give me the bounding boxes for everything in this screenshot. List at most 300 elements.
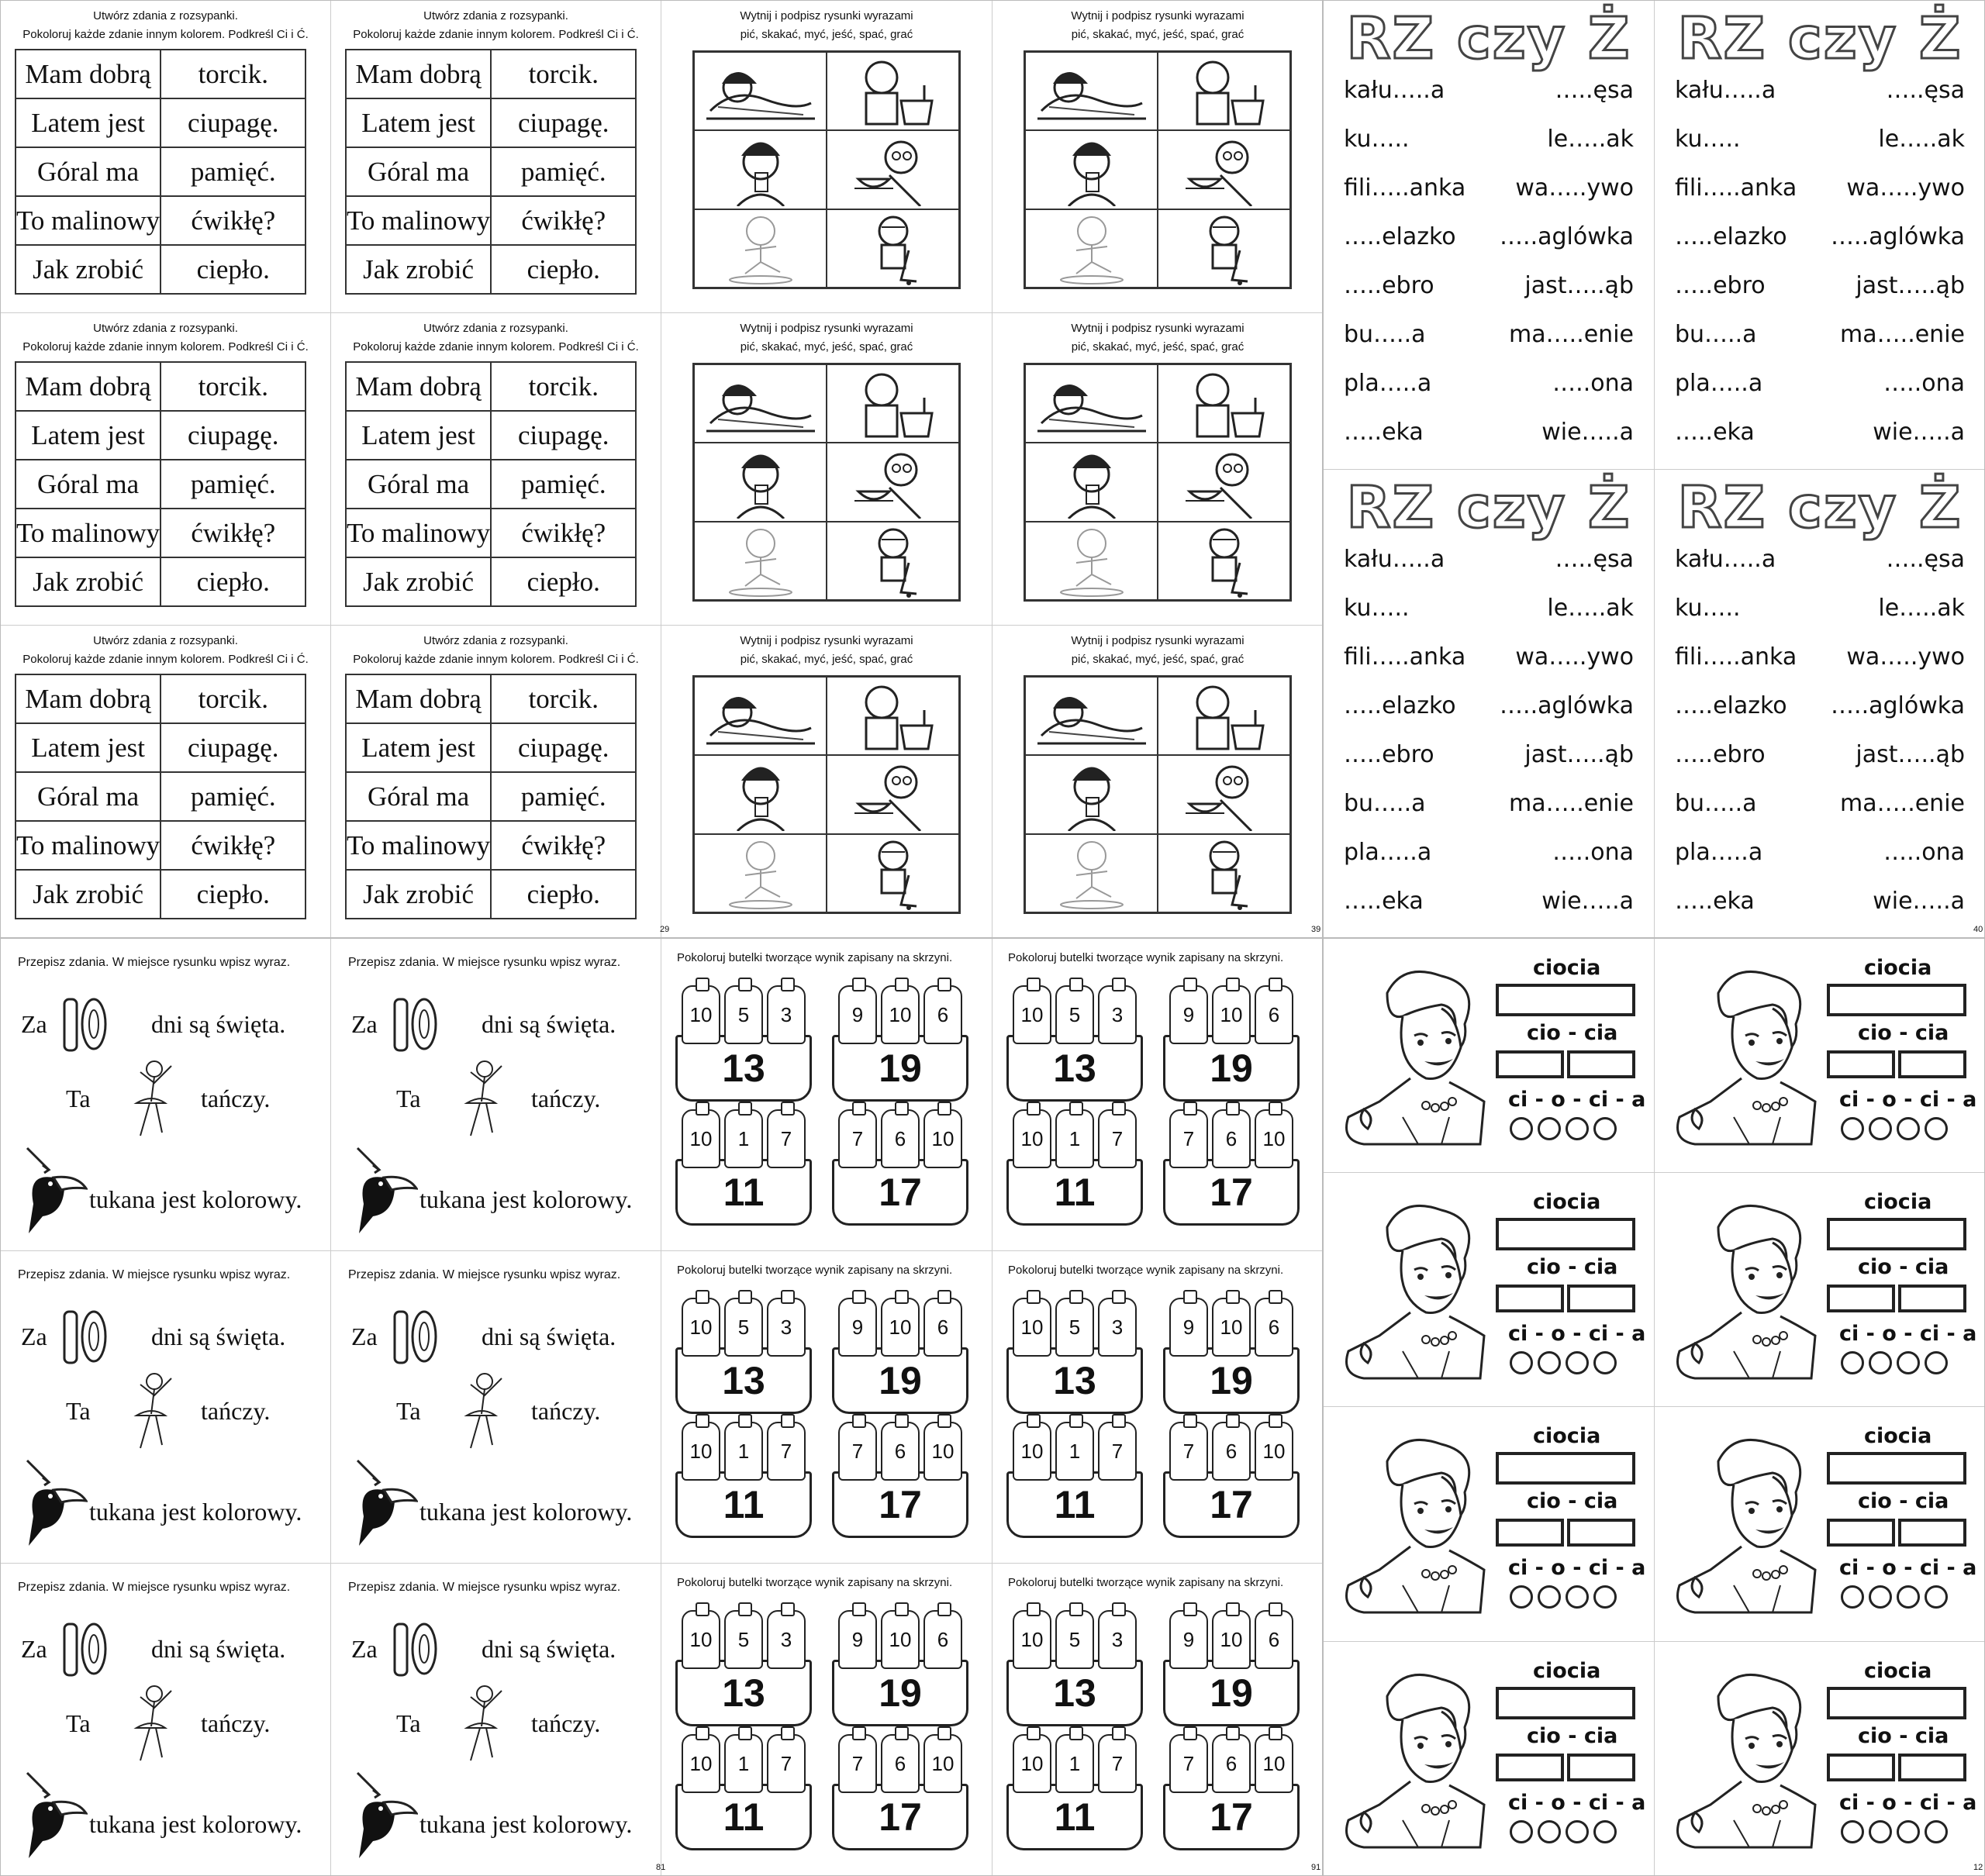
letters: ci - o - ci - a	[1508, 1791, 1646, 1815]
bottle-crate	[675, 1109, 812, 1226]
rz-row	[1675, 839, 1965, 866]
scramble-cell[interactable]: ciepło.	[161, 557, 306, 606]
sentence3: tukana jest kolorowy.	[89, 1498, 302, 1526]
syllable-box-1[interactable]	[1496, 1754, 1564, 1781]
rz-row	[1675, 741, 1965, 768]
letter-circle[interactable]	[1593, 1117, 1617, 1140]
rz-word[interactable]: …..elazko	[1344, 223, 1456, 250]
syllable-box-2[interactable]	[1567, 1285, 1635, 1312]
rz-row	[1344, 790, 1634, 817]
rz-word[interactable]: le…..ak	[1878, 126, 1965, 153]
letter-circle[interactable]	[1897, 1585, 1920, 1609]
rz-word[interactable]: …..elazko	[1344, 692, 1456, 719]
letter-circle[interactable]	[1538, 1351, 1561, 1374]
bottle[interactable]: 10	[1013, 1422, 1051, 1481]
scramble-cell[interactable]: ćwikłę?	[161, 196, 306, 245]
letter-circle[interactable]	[1841, 1351, 1864, 1374]
bottle[interactable]: 6	[881, 1422, 920, 1481]
scramble-cell[interactable]: pamięć.	[161, 772, 306, 821]
bottle[interactable]: 7	[838, 1109, 877, 1168]
bottle[interactable]: 7	[1169, 1422, 1208, 1481]
bottle[interactable]: 5	[1055, 1610, 1094, 1669]
word-box[interactable]	[1496, 1687, 1635, 1719]
rz-word[interactable]: …..elazko	[1675, 223, 1787, 250]
rz-word[interactable]: fili…..anka	[1675, 643, 1797, 671]
bottle[interactable]: 10	[881, 1610, 920, 1669]
cut-words: pić, skakać, myć, jeść, spać, grać	[1071, 28, 1245, 41]
scramble-cell[interactable]: torcik.	[161, 50, 306, 98]
scramble-cell[interactable]: ciepło.	[491, 245, 636, 294]
rz-row	[1344, 546, 1634, 573]
rz-word[interactable]: kału…..a	[1675, 546, 1776, 573]
przepisz-title: Przepisz zdania. W miejsce rysunku wpisz wyraz.	[18, 956, 291, 969]
scramble-cell[interactable]: ciepło.	[161, 870, 306, 919]
letter-circle[interactable]	[1566, 1117, 1589, 1140]
scramble-cell[interactable]: ciupagę.	[491, 98, 636, 147]
rz-word[interactable]: …..ebro	[1675, 272, 1766, 299]
scramble-cell[interactable]: Góral ma	[16, 772, 161, 821]
cut-card	[992, 313, 1323, 626]
bottle[interactable]: 6	[1212, 1109, 1251, 1168]
rz-word[interactable]: …..aglówka	[1500, 223, 1634, 250]
scramble-cell[interactable]: To malinowy	[346, 509, 491, 557]
rz-word[interactable]: …..ęsa	[1886, 77, 1965, 104]
scramble-cell[interactable]: ciupagę.	[161, 98, 306, 147]
number-ten-picture	[392, 1618, 438, 1680]
eating-man-picture	[827, 130, 959, 209]
rz-word[interactable]: …..aglówka	[1831, 692, 1965, 719]
rz-word[interactable]: wie…..a	[1873, 888, 1965, 915]
rz-row	[1675, 692, 1965, 719]
bottle[interactable]: 7	[838, 1734, 877, 1793]
rz-word[interactable]: …..elazko	[1675, 692, 1787, 719]
rz-word[interactable]: pla…..a	[1344, 839, 1432, 866]
syllable-box-2[interactable]	[1567, 1754, 1635, 1781]
rz-word[interactable]: ku…..	[1344, 126, 1410, 153]
bottles-title: Pokoloruj butelki tworzące wynik zapisany na skrzyni.	[1008, 951, 1284, 964]
bottle[interactable]: 1	[1055, 1422, 1094, 1481]
letter-circle[interactable]	[1593, 1585, 1617, 1609]
scramble-cell[interactable]: ciepło.	[491, 557, 636, 606]
word-ciocia: ciocia	[1533, 1190, 1601, 1214]
letter-circle[interactable]	[1510, 1820, 1533, 1843]
ciocia-card	[1324, 1642, 1655, 1876]
rz-word[interactable]: …..ona	[1552, 839, 1634, 866]
ciocia-picture	[1664, 1665, 1819, 1851]
word-box[interactable]	[1827, 1687, 1966, 1719]
scramble-row	[16, 98, 306, 147]
crate-total: 11	[675, 1471, 812, 1538]
picture-grid	[692, 50, 961, 289]
rz-word[interactable]: …..ebro	[1344, 272, 1434, 299]
scramble-cell[interactable]: ciupagę.	[491, 723, 636, 772]
scramble-cell[interactable]: Jak zrobić	[346, 557, 491, 606]
rz-word[interactable]: kału…..a	[1675, 77, 1776, 104]
bottle[interactable]: 10	[682, 1610, 720, 1669]
bottle[interactable]: 10	[1212, 1610, 1251, 1669]
scramble-cell[interactable]: Góral ma	[16, 147, 161, 196]
scramble-cell[interactable]: To malinowy	[346, 821, 491, 870]
letter-circle[interactable]	[1869, 1585, 1892, 1609]
bottle[interactable]: 10	[881, 985, 920, 1044]
bottle[interactable]: 7	[767, 1734, 806, 1793]
scramble-cell[interactable]: Latem jest	[346, 723, 491, 772]
letter-circle[interactable]	[1593, 1820, 1617, 1843]
scramble-cell[interactable]: Mam dobrą	[16, 362, 161, 411]
bottle[interactable]: 7	[1098, 1422, 1137, 1481]
rz-word[interactable]: …..ebro	[1344, 741, 1434, 768]
rz-word[interactable]: wie…..a	[1873, 419, 1965, 446]
rz-word[interactable]: …..ona	[1883, 839, 1965, 866]
syllable-box-1[interactable]	[1827, 1519, 1895, 1547]
scramble-cell[interactable]: Mam dobrą	[346, 674, 491, 723]
word-box[interactable]	[1827, 1452, 1966, 1485]
syllable-box-1[interactable]	[1827, 1285, 1895, 1312]
rz-word[interactable]: …..ebro	[1675, 741, 1766, 768]
rz-word[interactable]: …..eka	[1344, 419, 1424, 446]
crate-total: 13	[1006, 1347, 1143, 1414]
bottle[interactable]: 10	[1013, 1109, 1051, 1168]
scramble-cell[interactable]: Jak zrobić	[16, 557, 161, 606]
bottle[interactable]: 1	[724, 1734, 763, 1793]
rz-word[interactable]: ku…..	[1675, 595, 1741, 622]
bottle[interactable]: 6	[923, 985, 962, 1044]
bottle[interactable]: 9	[1169, 985, 1208, 1044]
bottle[interactable]: 3	[767, 1610, 806, 1669]
bottle[interactable]: 10	[1212, 985, 1251, 1044]
syllable-box-1[interactable]	[1827, 1754, 1895, 1781]
word-box[interactable]	[1496, 1452, 1635, 1485]
crate-total: 17	[1163, 1159, 1300, 1226]
scramble-cell[interactable]: ciupagę.	[491, 411, 636, 460]
scramble-cell[interactable]: Latem jest	[346, 411, 491, 460]
letter-circle[interactable]	[1510, 1351, 1533, 1374]
bottle[interactable]: 6	[881, 1734, 920, 1793]
rz-word[interactable]: ma…..enie	[1509, 790, 1634, 817]
scramble-cell[interactable]: ciepło.	[491, 870, 636, 919]
letters: ci - o - ci - a	[1839, 1556, 1977, 1580]
crate-total: 17	[832, 1159, 968, 1226]
bottle[interactable]: 3	[767, 985, 806, 1044]
scramble-cell[interactable]: ćwikłę?	[491, 509, 636, 557]
bottle[interactable]: 1	[1055, 1109, 1094, 1168]
scramble-cell[interactable]: Góral ma	[346, 460, 491, 509]
letter-circle[interactable]	[1869, 1351, 1892, 1374]
scramble-cell[interactable]: pamięć.	[161, 460, 306, 509]
scramble-cell[interactable]: pamięć.	[161, 147, 306, 196]
hockey-player-picture	[827, 209, 959, 288]
letter-circle[interactable]	[1869, 1117, 1892, 1140]
letter-circle[interactable]	[1897, 1820, 1920, 1843]
bottle[interactable]: 7	[767, 1109, 806, 1168]
syllable-box-1[interactable]	[1496, 1519, 1564, 1547]
scramble-cell[interactable]: ćwikłę?	[161, 821, 306, 870]
page-number: 91	[1311, 1863, 1321, 1872]
scramble-cell[interactable]: Latem jest	[16, 411, 161, 460]
bottle[interactable]: 6	[923, 1610, 962, 1669]
word-box[interactable]	[1496, 1218, 1635, 1250]
letter-circle[interactable]	[1925, 1585, 1948, 1609]
rz-word[interactable]: ma…..enie	[1509, 321, 1634, 348]
scramble-cell[interactable]: Jak zrobić	[16, 870, 161, 919]
letter-circle[interactable]	[1925, 1351, 1948, 1374]
bottle[interactable]: 10	[1013, 1610, 1051, 1669]
rz-word[interactable]: bu…..a	[1344, 790, 1426, 817]
bottle[interactable]: 5	[1055, 985, 1094, 1044]
rz-word[interactable]: wie…..a	[1541, 888, 1634, 915]
syllable-box-2[interactable]	[1898, 1285, 1966, 1312]
bottle[interactable]: 10	[682, 1734, 720, 1793]
crate-total: 19	[1163, 1035, 1300, 1102]
scramble-title: Utwórz zdania z rozsypanki.	[423, 9, 568, 22]
scramble-header	[331, 632, 661, 669]
bottles-title: Pokoloruj butelki tworzące wynik zapisany na skrzyni.	[677, 1264, 953, 1277]
sentence1-end: dni są święta.	[482, 1635, 616, 1663]
scramble-cell[interactable]: Latem jest	[16, 98, 161, 147]
bottle[interactable]: 6	[923, 1298, 962, 1357]
rz-word[interactable]: bu…..a	[1675, 790, 1757, 817]
scramble-cell[interactable]: To malinowy	[16, 509, 161, 557]
rz-word[interactable]: ma…..enie	[1840, 321, 1965, 348]
rz-word[interactable]: pla…..a	[1675, 370, 1763, 397]
scramble-cell[interactable]: To malinowy	[16, 821, 161, 870]
bottle[interactable]: 7	[838, 1422, 877, 1481]
ciocia-picture	[1664, 1196, 1819, 1382]
syllable-box-2[interactable]	[1898, 1519, 1966, 1547]
ballerina-picture	[447, 1680, 509, 1765]
bottle[interactable]: 10	[682, 985, 720, 1044]
cut-title: Wytnij i podpisz rysunki wyrazami	[1071, 322, 1245, 335]
bottle[interactable]: 6	[1255, 985, 1293, 1044]
rz-word[interactable]: wa…..ywo	[1515, 643, 1634, 671]
rz-word[interactable]: fili…..anka	[1675, 174, 1797, 202]
rz-word[interactable]: …..ęsa	[1555, 77, 1634, 104]
word-box[interactable]	[1496, 984, 1635, 1016]
letter-circle[interactable]	[1538, 1585, 1561, 1609]
bottle[interactable]: 6	[881, 1109, 920, 1168]
bottle[interactable]: 10	[682, 1109, 720, 1168]
rz-word[interactable]: kału…..a	[1344, 77, 1445, 104]
bottle[interactable]: 10	[682, 1422, 720, 1481]
letter-circle[interactable]	[1841, 1585, 1864, 1609]
scramble-cell[interactable]: ciupagę.	[161, 723, 306, 772]
bottle[interactable]: 5	[724, 985, 763, 1044]
scramble-cell[interactable]: torcik.	[161, 362, 306, 411]
scramble-cell[interactable]: Mam dobrą	[16, 674, 161, 723]
scramble-cell[interactable]: torcik.	[491, 362, 636, 411]
rz-word[interactable]: fili…..anka	[1344, 174, 1466, 202]
scramble-cell[interactable]: torcik.	[491, 674, 636, 723]
bottle[interactable]: 3	[767, 1298, 806, 1357]
bottle[interactable]: 10	[881, 1298, 920, 1357]
bottle[interactable]: 7	[1098, 1734, 1137, 1793]
syllable-box-2[interactable]	[1567, 1050, 1635, 1078]
syllable-box-1[interactable]	[1827, 1050, 1895, 1078]
scramble-cell[interactable]: Jak zrobić	[346, 870, 491, 919]
bottle[interactable]: 7	[767, 1422, 806, 1481]
scramble-cell[interactable]: pamięć.	[491, 460, 636, 509]
rz-word[interactable]: …..eka	[1344, 888, 1424, 915]
letter-circle[interactable]	[1841, 1117, 1864, 1140]
scramble-cell[interactable]: pamięć.	[491, 147, 636, 196]
rz-word[interactable]: wa…..ywo	[1515, 174, 1634, 202]
scramble-cell[interactable]: Latem jest	[16, 723, 161, 772]
rz-word[interactable]: wa…..ywo	[1846, 643, 1965, 671]
syllable-box-2[interactable]	[1898, 1754, 1966, 1781]
bottle[interactable]: 10	[1013, 1734, 1051, 1793]
bottle[interactable]: 9	[838, 1610, 877, 1669]
bottle[interactable]: 10	[923, 1422, 962, 1481]
bottle[interactable]: 7	[1169, 1734, 1208, 1793]
scramble-cell[interactable]: torcik.	[161, 674, 306, 723]
rz-word[interactable]: …..aglówka	[1831, 223, 1965, 250]
scramble-cell[interactable]: Jak zrobić	[16, 245, 161, 294]
bottle[interactable]: 3	[1098, 1610, 1137, 1669]
scramble-cell[interactable]: ćwikłę?	[491, 821, 636, 870]
bottle[interactable]: 5	[1055, 1298, 1094, 1357]
scramble-card	[1, 626, 331, 938]
bottle[interactable]: 3	[1098, 985, 1137, 1044]
bottle[interactable]: 10	[1255, 1109, 1293, 1168]
scramble-row	[346, 772, 636, 821]
rz-word[interactable]: …..ona	[1552, 370, 1634, 397]
rz-word[interactable]: …..ęsa	[1886, 546, 1965, 573]
letter-circle[interactable]	[1510, 1585, 1533, 1609]
bottle[interactable]: 1	[1055, 1734, 1094, 1793]
word-box[interactable]	[1827, 984, 1966, 1016]
letter-circle[interactable]	[1869, 1820, 1892, 1843]
bottle[interactable]: 10	[1013, 1298, 1051, 1357]
letter-circle[interactable]	[1925, 1820, 1948, 1843]
bottle[interactable]: 10	[923, 1109, 962, 1168]
bottle[interactable]: 1	[724, 1422, 763, 1481]
rz-word[interactable]: ku…..	[1344, 595, 1410, 622]
scramble-cell[interactable]: Mam dobrą	[346, 362, 491, 411]
bottle[interactable]: 5	[724, 1610, 763, 1669]
bottle[interactable]: 1	[724, 1109, 763, 1168]
syllable-box-1[interactable]	[1496, 1050, 1564, 1078]
bottle[interactable]: 10	[1255, 1734, 1293, 1793]
bottle[interactable]: 6	[1212, 1734, 1251, 1793]
rz-word[interactable]: …..eka	[1675, 888, 1755, 915]
scramble-cell[interactable]: Latem jest	[346, 98, 491, 147]
rz-word[interactable]: pla…..a	[1344, 370, 1432, 397]
bottle[interactable]: 7	[1169, 1109, 1208, 1168]
bottle[interactable]: 10	[1255, 1422, 1293, 1481]
syllable-box-1[interactable]	[1496, 1285, 1564, 1312]
scramble-cell[interactable]: ćwikłę?	[161, 509, 306, 557]
rz-word[interactable]: ku…..	[1675, 126, 1741, 153]
scramble-row	[346, 870, 636, 919]
bottle[interactable]: 6	[1255, 1298, 1293, 1357]
letter-circle[interactable]	[1566, 1351, 1589, 1374]
bottle[interactable]: 6	[1212, 1422, 1251, 1481]
rz-word[interactable]: jast…..ąb	[1856, 741, 1965, 768]
letter-circle[interactable]	[1925, 1117, 1948, 1140]
rz-word[interactable]: wie…..a	[1541, 419, 1634, 446]
letter-circle[interactable]	[1538, 1820, 1561, 1843]
crate-total: 13	[675, 1035, 812, 1102]
scramble-cell[interactable]: Góral ma	[16, 460, 161, 509]
scramble-cell[interactable]: Mam dobrą	[346, 50, 491, 98]
rz-word[interactable]: fili…..anka	[1344, 643, 1466, 671]
hockey-player-picture	[827, 834, 959, 912]
rz-word[interactable]: pla…..a	[1675, 839, 1763, 866]
bottle[interactable]: 10	[682, 1298, 720, 1357]
bottle-crate	[1163, 1610, 1300, 1726]
scramble-cell[interactable]: Jak zrobić	[346, 245, 491, 294]
rz-word[interactable]: …..eka	[1675, 419, 1755, 446]
rz-word[interactable]: …..aglówka	[1500, 692, 1634, 719]
word-box[interactable]	[1827, 1218, 1966, 1250]
rz-word[interactable]: jast…..ąb	[1524, 741, 1634, 768]
rz-word[interactable]: jast…..ąb	[1524, 272, 1634, 299]
rz-word[interactable]: kału…..a	[1344, 546, 1445, 573]
syllable-box-2[interactable]	[1567, 1519, 1635, 1547]
scramble-cell[interactable]: ćwikłę?	[491, 196, 636, 245]
scramble-cell[interactable]: Góral ma	[346, 147, 491, 196]
scramble-cell[interactable]: pamięć.	[491, 772, 636, 821]
letter-circle[interactable]	[1897, 1351, 1920, 1374]
letter-circle[interactable]	[1566, 1585, 1589, 1609]
bottle[interactable]: 5	[724, 1298, 763, 1357]
rz-row	[1344, 272, 1634, 299]
rz-word[interactable]: le…..ak	[1547, 595, 1634, 622]
bottle[interactable]: 10	[923, 1734, 962, 1793]
letter-circle[interactable]	[1897, 1117, 1920, 1140]
ballerina-picture	[117, 1367, 179, 1453]
cut-card	[661, 626, 992, 938]
bottle[interactable]: 9	[1169, 1610, 1208, 1669]
letter-circle[interactable]	[1566, 1820, 1589, 1843]
rz-word[interactable]: le…..ak	[1878, 595, 1965, 622]
ballerina-picture	[447, 1367, 509, 1453]
rz-word[interactable]: bu…..a	[1675, 321, 1757, 348]
rz-word[interactable]: ma…..enie	[1840, 790, 1965, 817]
bottle[interactable]: 3	[1098, 1298, 1137, 1357]
syllable-box-2[interactable]	[1898, 1050, 1966, 1078]
scramble-cell[interactable]: ciepło.	[161, 245, 306, 294]
scramble-cell[interactable]: To malinowy	[346, 196, 491, 245]
scramble-cell[interactable]: torcik.	[491, 50, 636, 98]
bottle[interactable]: 9	[838, 1298, 877, 1357]
scramble-cell[interactable]: Mam dobrą	[16, 50, 161, 98]
letter-circle[interactable]	[1538, 1117, 1561, 1140]
scramble-card	[331, 1, 661, 313]
letter-circle[interactable]	[1841, 1820, 1864, 1843]
rz-word[interactable]: wa…..ywo	[1846, 174, 1965, 202]
bottle[interactable]: 10	[1212, 1298, 1251, 1357]
bottle[interactable]: 9	[838, 985, 877, 1044]
scramble-cell[interactable]: ciupagę.	[161, 411, 306, 460]
rz-word[interactable]: …..ona	[1883, 370, 1965, 397]
rz-row	[1344, 321, 1634, 348]
letter-circles	[1841, 1585, 1948, 1609]
scramble-cell[interactable]: To malinowy	[16, 196, 161, 245]
bottles-card	[992, 1564, 1323, 1876]
rz-word[interactable]: bu…..a	[1344, 321, 1426, 348]
letter-circle[interactable]	[1593, 1351, 1617, 1374]
rz-word[interactable]: …..ęsa	[1555, 546, 1634, 573]
bottle[interactable]: 6	[1255, 1610, 1293, 1669]
rz-word[interactable]: le…..ak	[1547, 126, 1634, 153]
bottle[interactable]: 9	[1169, 1298, 1208, 1357]
bottle[interactable]: 7	[1098, 1109, 1137, 1168]
bottle[interactable]: 10	[1013, 985, 1051, 1044]
letter-circle[interactable]	[1510, 1117, 1533, 1140]
rz-word[interactable]: jast…..ąb	[1856, 272, 1965, 299]
scramble-cell[interactable]: Góral ma	[346, 772, 491, 821]
